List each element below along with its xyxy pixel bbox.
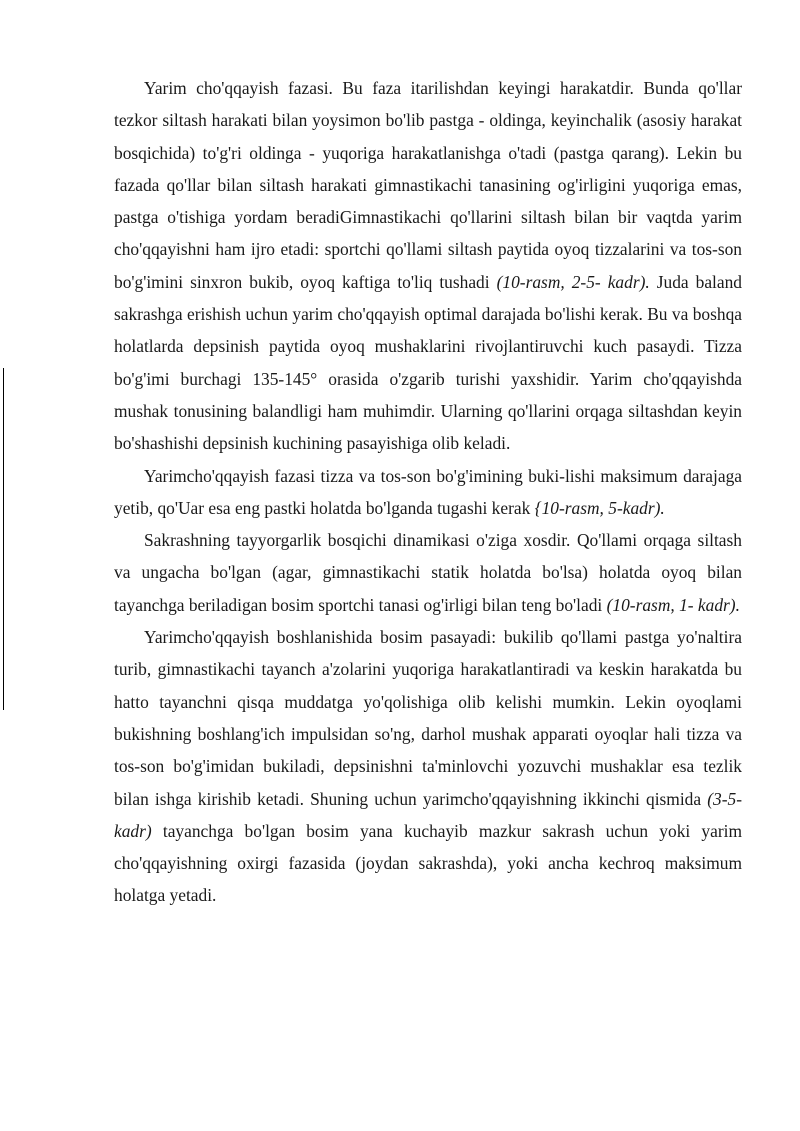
body-text (114, 72, 742, 912)
figure-reference: (10-rasm, 1- kadr). (606, 594, 740, 615)
figure-reference: (3-5- kadr) (114, 788, 742, 841)
margin-rule-line (3, 368, 4, 710)
paragraph-text: tayanchga bo'lgan bosim yana kuchayib mazkur sakrash uchun yoki yarim cho'qqayishning oxirgi fazasida (joydan sakrashda), yoki ancha kechroq maksimum holatga yetadi. (114, 820, 742, 906)
paragraph-text: Yarim cho'qqayish fazasi. Bu faza itarilishdan keyingi harakatdir. Bunda qo'llar tezkor siltash harakati bilan yoysimon bo'lib pastga - oldinga, keyinchalik (asosiy harakat bosqichida) to'g'ri oldinga - yuqoriga harakatlanishga o'tadi (pastga qarang). Lekin bu fazada qo'llar bilan siltash harakati gimnastikachi tanasining og'irligini yuqoriga emas, pastga o'tishiga yordam beradiGimnastikachi qo'llarini siltash bilan bir vaqtda yarim cho'qqayishni ham ijro etadi: sportchi qo'llami siltash paytida oyoq tizzalarini va tos-son bo'g'imini sinxron bukib, oyoq kaftiga to'liq tushadi (114, 78, 742, 292)
paragraph-text: Yarimcho'qqayish boshlanishida bosim pasayadi: bukilib qo'llami pastga yo'naltira turib, gimnastikachi tayanch a'zolarini yuqoriga harakatlantiradi va keskin harakatda bu hatto tayanchni qisqa muddatga yo'qolishiga olib kelishi mumkin. Lekin oyoqlami bukishning boshlang'ich impulsidan so'ng, darhol mushak apparati oyoqlar hali tizza va tos-son bo'g'imidan bukiladi, depsinishni ta'minlovchi yozuvchi mushaklar esa tezlik bilan ishga kirishib ketadi. Shuning uchun yarimcho'qqayishning ikkinchi qismida (114, 627, 742, 809)
paragraph-text: Yarimcho'qqayish fazasi tizza va tos-son bo'g'imining buki-lishi maksimum darajaga yetib, qo'Uar esa eng pastki holatda bo'lganda tugashi kerak (114, 465, 742, 518)
paragraph-text: Juda baland sakrashga erishish uchun yarim cho'qqayish optimal darajada bo'lishi kerak. Bu va boshqa holatlarda depsinish paytida oyoq mushaklarini rivojlantiruvchi kuch pasaydi. Tizza bo'g'imi burchagi 135-145° orasida o'zgarib turishi yaxshidir. Yarim cho'qqayishda mushak tonusining balandligi ham muhimdir. Ularning qo'llarini orqaga siltashdan keyin bo'shashishi depsinish kuchining pasayishiga olib keladi. (114, 271, 742, 454)
paragraph-phase-end (114, 460, 742, 525)
paragraph-half-squat-phase (114, 72, 742, 460)
figure-reference: {10-rasm, 5-kadr). (534, 497, 665, 518)
paragraph-pressure-change (114, 621, 742, 912)
paragraph-preparation-dynamics (114, 524, 742, 621)
figure-reference: (10-rasm, 2-5- kadr). (496, 271, 650, 292)
paragraph-text: Sakrashning tayyorgarlik bosqichi dinamikasi o'ziga xosdir. Qo'llami orqaga siltash va ungacha bo'lgan (agar, gimnastikachi statik holatda bo'lsa) holatda oyoq bilan tayanchga beriladigan bosim sportchi tanasi og'irligi bilan teng bo'ladi (114, 530, 742, 615)
